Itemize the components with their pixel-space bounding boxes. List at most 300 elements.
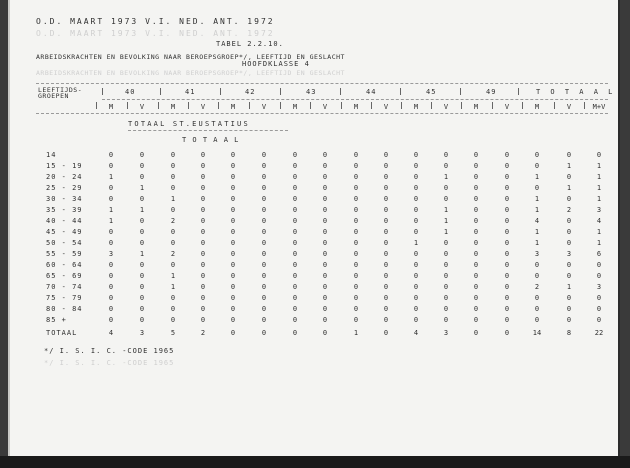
table-cell: 0 — [139, 195, 145, 203]
table-cell: 0 — [200, 239, 206, 247]
table-cell: 3 — [566, 250, 572, 258]
table-cell: 0 — [261, 305, 267, 313]
bleed-through-footnote: */ I. S. I. C. -CODE 1965 — [44, 359, 175, 367]
table-cell: 0 — [596, 261, 602, 269]
table-cell: 0 — [353, 305, 359, 313]
table-cell: 0 — [292, 228, 298, 236]
table-cell: 0 — [292, 261, 298, 269]
table-row-label: 15 - 19 — [46, 162, 83, 170]
table-row-label: 65 - 69 — [46, 272, 83, 280]
table-cell: 0 — [139, 151, 145, 159]
table-cell: 0 — [473, 250, 479, 258]
table-cell: 0 — [383, 184, 389, 192]
table-cell: 0 — [261, 173, 267, 181]
table-cell: 0 — [322, 239, 328, 247]
table-cell: 0 — [504, 173, 510, 181]
table-cell: 0 — [353, 316, 359, 324]
table-cell: 0 — [230, 162, 236, 170]
table-cell: 0 — [322, 184, 328, 192]
column-separator — [554, 102, 555, 109]
table-cell: 0 — [108, 151, 114, 159]
table-cell: 0 — [504, 228, 510, 236]
table-cell: 0 — [139, 316, 145, 324]
group-separator — [518, 88, 519, 95]
table-cell: 0 — [443, 305, 449, 313]
table-cell: 0 — [383, 329, 389, 337]
table-cell: 0 — [261, 283, 267, 291]
table-cell: 0 — [322, 294, 328, 302]
column-separator — [158, 102, 159, 109]
table-cell: 0 — [261, 239, 267, 247]
table-cell: 1 — [170, 283, 176, 291]
group-header-42: 42 — [245, 88, 256, 96]
table-cell: 0 — [292, 250, 298, 258]
column-separator — [96, 102, 97, 109]
total-row-label: TOTAAL — [46, 329, 78, 337]
table-cell: 2 — [170, 250, 176, 258]
table-cell: 0 — [139, 217, 145, 225]
table-cell: 0 — [473, 294, 479, 302]
table-cell: 0 — [322, 217, 328, 225]
table-cell: 0 — [353, 184, 359, 192]
table-cell: 0 — [139, 283, 145, 291]
table-cell: 0 — [504, 151, 510, 159]
table-cell: 0 — [383, 228, 389, 236]
table-cell: 0 — [292, 162, 298, 170]
table-cell: 0 — [504, 206, 510, 214]
table-cell: 0 — [261, 261, 267, 269]
table-cell: 0 — [261, 294, 267, 302]
table-cell: 0 — [322, 250, 328, 258]
section-title: TOTAAL ST.EUSTATIUS — [128, 120, 250, 128]
table-cell: 0 — [139, 305, 145, 313]
table-cell: 0 — [139, 261, 145, 269]
table-cell: 0 — [353, 173, 359, 181]
table-cell: 0 — [383, 195, 389, 203]
sex-code-header: M — [534, 103, 540, 111]
table-cell: 0 — [322, 173, 328, 181]
table-cell: 0 — [322, 151, 328, 159]
group-separator — [220, 88, 221, 95]
table-row-label: 30 - 34 — [46, 195, 83, 203]
table-cell: 0 — [566, 272, 572, 280]
table-cell: 0 — [596, 151, 602, 159]
table-cell: 0 — [353, 217, 359, 225]
table-cell: 0 — [170, 162, 176, 170]
table-cell: 0 — [443, 283, 449, 291]
table-cell: 0 — [353, 206, 359, 214]
section-rule — [128, 130, 288, 131]
table-cell: 0 — [383, 151, 389, 159]
table-row-label: 70 - 74 — [46, 283, 83, 291]
table-cell: 0 — [383, 239, 389, 247]
table-cell: 0 — [230, 151, 236, 159]
table-cell: 0 — [534, 272, 540, 280]
table-cell: 0 — [261, 217, 267, 225]
column-separator — [431, 102, 432, 109]
table-cell: 0 — [473, 283, 479, 291]
table-cell: 0 — [108, 261, 114, 269]
table-cell: 0 — [504, 184, 510, 192]
group-header-43: 43 — [306, 88, 317, 96]
table-cell: 1 — [170, 272, 176, 280]
table-row-label: 50 - 54 — [46, 239, 83, 247]
table-cell: 1 — [534, 206, 540, 214]
table-cell: 0 — [200, 250, 206, 258]
table-cell: 0 — [230, 217, 236, 225]
table-cell: 0 — [534, 316, 540, 324]
table-cell: 0 — [383, 206, 389, 214]
table-cell: 1 — [596, 195, 602, 203]
table-cell: 0 — [200, 228, 206, 236]
sex-code-header: M — [292, 103, 298, 111]
table-cell: 0 — [230, 206, 236, 214]
table-cell: 0 — [383, 162, 389, 170]
table-cell: 0 — [566, 316, 572, 324]
table-cell: 0 — [200, 261, 206, 269]
age-header: LEEFTIJDS- — [38, 86, 83, 94]
sex-code-header: V — [504, 103, 510, 111]
table-cell: 0 — [504, 305, 510, 313]
table-number: TABEL 2.2.10. — [216, 40, 284, 48]
table-cell: 0 — [170, 173, 176, 181]
table-cell: 0 — [292, 206, 298, 214]
table-cell: 4 — [413, 329, 419, 337]
table-cell: 0 — [230, 261, 236, 269]
table-cell: 0 — [292, 329, 298, 337]
table-cell: 0 — [200, 206, 206, 214]
table-cell: 3 — [596, 206, 602, 214]
table-cell: 1 — [353, 329, 359, 337]
table-cell: 0 — [139, 162, 145, 170]
bleed-through-title: ARBEIDSKRACHTEN EN BEVOLKING NAAR BEROEPSGROEP*/, LEEFTIJD EN GESLACHT — [36, 69, 345, 77]
table-cell: 1 — [534, 195, 540, 203]
table-cell: 3 — [596, 283, 602, 291]
table-cell: 0 — [230, 329, 236, 337]
table-cell: 0 — [566, 239, 572, 247]
table-row-label: 75 - 79 — [46, 294, 83, 302]
footnote: */ I. S. I. C. -CODE 1965 — [44, 347, 175, 355]
table-cell: 2 — [566, 206, 572, 214]
column-separator — [188, 102, 189, 109]
table-cell: 1 — [443, 206, 449, 214]
table-cell: 0 — [504, 250, 510, 258]
group-header-44: 44 — [366, 88, 377, 96]
table-cell: 1 — [443, 173, 449, 181]
table-cell: 3 — [534, 250, 540, 258]
column-separator — [522, 102, 523, 109]
table-row-label: 40 - 44 — [46, 217, 83, 225]
table-cell: 4 — [596, 217, 602, 225]
table-cell: 0 — [443, 261, 449, 269]
table-cell: 0 — [261, 184, 267, 192]
table-cell: 0 — [443, 250, 449, 258]
table-cell: 0 — [139, 294, 145, 302]
table-cell: 2 — [170, 217, 176, 225]
document-page — [8, 0, 620, 468]
table-cell: 0 — [566, 305, 572, 313]
group-separator — [102, 88, 103, 95]
sex-code-header: V — [383, 103, 389, 111]
sex-code-header: M — [473, 103, 479, 111]
table-cell: 6 — [596, 250, 602, 258]
group-header-45: 45 — [426, 88, 437, 96]
table-cell: 0 — [534, 151, 540, 159]
table-cell: 1 — [443, 217, 449, 225]
table-row-label: 25 - 29 — [46, 184, 83, 192]
table-row-label: 85 + — [46, 316, 67, 324]
group-header-49: 49 — [486, 88, 497, 96]
table-cell: 0 — [230, 272, 236, 280]
table-cell: 0 — [504, 283, 510, 291]
table-cell: 8 — [566, 329, 572, 337]
table-cell: 0 — [443, 151, 449, 159]
table-cell: 0 — [534, 305, 540, 313]
table-cell: 0 — [139, 239, 145, 247]
table-row-label: 80 - 84 — [46, 305, 83, 313]
table-cell: 0 — [353, 195, 359, 203]
table-cell: 0 — [596, 305, 602, 313]
table-cell: 0 — [230, 250, 236, 258]
table-cell: 0 — [413, 184, 419, 192]
table-cell: 0 — [108, 228, 114, 236]
group-separator — [160, 88, 161, 95]
table-cell: 1 — [596, 239, 602, 247]
table-cell: 0 — [170, 294, 176, 302]
table-cell: 0 — [353, 250, 359, 258]
table-cell: 1 — [534, 239, 540, 247]
table-cell: 0 — [504, 272, 510, 280]
table-cell: 0 — [292, 151, 298, 159]
table-subtitle: HOOFDKLASSE 4 — [242, 60, 310, 68]
table-cell: 0 — [292, 239, 298, 247]
table-cell: 0 — [413, 173, 419, 181]
table-cell: 0 — [292, 184, 298, 192]
group-separator — [340, 88, 341, 95]
table-cell: 0 — [413, 250, 419, 258]
table-cell: 0 — [230, 239, 236, 247]
table-cell: 0 — [261, 329, 267, 337]
table-cell: 0 — [473, 151, 479, 159]
table-cell: 0 — [200, 316, 206, 324]
table-cell: 0 — [200, 217, 206, 225]
table-cell: 0 — [230, 283, 236, 291]
table-cell: 0 — [170, 184, 176, 192]
column-separator — [461, 102, 462, 109]
table-cell: 0 — [473, 173, 479, 181]
table-cell: 0 — [230, 173, 236, 181]
table-cell: 0 — [108, 294, 114, 302]
table-cell: 1 — [139, 206, 145, 214]
table-cell: 0 — [596, 316, 602, 324]
table-cell: 0 — [383, 250, 389, 258]
table-cell: 0 — [383, 272, 389, 280]
table-cell: 0 — [566, 195, 572, 203]
table-cell: 0 — [383, 283, 389, 291]
table-cell: 3 — [443, 329, 449, 337]
group-header-41: 41 — [185, 88, 196, 96]
table-cell: 0 — [383, 173, 389, 181]
table-cell: 0 — [383, 305, 389, 313]
table-cell: 0 — [261, 272, 267, 280]
table-cell: 0 — [108, 272, 114, 280]
table-cell: 0 — [473, 239, 479, 247]
table-cell: 0 — [108, 316, 114, 324]
column-separator — [280, 102, 281, 109]
table-cell: 0 — [261, 151, 267, 159]
table-cell: 0 — [322, 272, 328, 280]
table-cell: 0 — [200, 184, 206, 192]
table-cell: 0 — [292, 272, 298, 280]
table-cell: 1 — [170, 195, 176, 203]
sex-code-header: V — [139, 103, 145, 111]
column-separator — [249, 102, 250, 109]
table-cell: 0 — [108, 239, 114, 247]
table-cell: 0 — [230, 195, 236, 203]
table-cell: 0 — [566, 217, 572, 225]
table-cell: 0 — [139, 272, 145, 280]
table-cell: 0 — [261, 250, 267, 258]
table-cell: 0 — [504, 217, 510, 225]
table-cell: 0 — [353, 283, 359, 291]
table-cell: 0 — [413, 261, 419, 269]
table-cell: 0 — [413, 294, 419, 302]
table-cell: 1 — [443, 228, 449, 236]
table-cell: 0 — [413, 305, 419, 313]
table-cell: 0 — [108, 184, 114, 192]
table-cell: 0 — [504, 261, 510, 269]
table-cell: 0 — [534, 162, 540, 170]
table-cell: 1 — [413, 239, 419, 247]
table-cell: 0 — [200, 195, 206, 203]
table-cell: 3 — [108, 250, 114, 258]
header-top-rule — [36, 83, 608, 84]
table-cell: 0 — [504, 329, 510, 337]
table-cell: 0 — [170, 206, 176, 214]
table-cell: 0 — [383, 261, 389, 269]
table-row-label: 60 - 64 — [46, 261, 83, 269]
table-cell: 3 — [139, 329, 145, 337]
column-separator — [584, 102, 585, 109]
column-separator — [492, 102, 493, 109]
sex-code-header: M — [108, 103, 114, 111]
table-cell: 0 — [413, 206, 419, 214]
table-cell: 0 — [292, 173, 298, 181]
table-cell: 0 — [443, 184, 449, 192]
table-cell: 0 — [443, 162, 449, 170]
table-cell: 1 — [108, 217, 114, 225]
group-header-totaal: T O T A A L — [536, 88, 616, 96]
group-separator — [280, 88, 281, 95]
table-cell: 0 — [292, 294, 298, 302]
table-cell: 0 — [534, 184, 540, 192]
table-cell: 1 — [596, 162, 602, 170]
column-separator — [310, 102, 311, 109]
table-cell: 2 — [200, 329, 206, 337]
table-cell: 0 — [566, 294, 572, 302]
table-cell: 0 — [170, 305, 176, 313]
report-header: O.D. MAART 1973 V.I. NED. ANT. 1972 — [36, 17, 275, 26]
table-cell: 0 — [596, 272, 602, 280]
section-subtitle: T O T A A L — [182, 136, 240, 144]
table-cell: 14 — [532, 329, 542, 337]
table-cell: 0 — [534, 294, 540, 302]
table-cell: 0 — [413, 272, 419, 280]
table-cell: 0 — [261, 195, 267, 203]
table-cell: 0 — [443, 316, 449, 324]
table-cell: 0 — [383, 217, 389, 225]
table-cell: 1 — [534, 228, 540, 236]
table-cell: 0 — [353, 228, 359, 236]
table-cell: 0 — [292, 195, 298, 203]
table-cell: 0 — [292, 283, 298, 291]
table-cell: 5 — [170, 329, 176, 337]
table-cell: 1 — [566, 162, 572, 170]
table-cell: 0 — [139, 228, 145, 236]
table-cell: 0 — [292, 316, 298, 324]
table-cell: 0 — [139, 173, 145, 181]
group-separator — [400, 88, 401, 95]
table-cell: 0 — [322, 228, 328, 236]
table-cell: 0 — [504, 316, 510, 324]
group-separator — [460, 88, 461, 95]
sex-code-header: V — [200, 103, 206, 111]
table-cell: 0 — [322, 206, 328, 214]
table-cell: 0 — [170, 261, 176, 269]
table-cell: 1 — [139, 184, 145, 192]
table-cell: 0 — [230, 184, 236, 192]
table-cell: 0 — [108, 283, 114, 291]
table-cell: 0 — [353, 261, 359, 269]
table-cell: 0 — [353, 239, 359, 247]
column-separator — [218, 102, 219, 109]
table-cell: 0 — [383, 294, 389, 302]
column-separator — [401, 102, 402, 109]
bleed-through-header: O.D. MAART 1973 V.I. NED. ANT. 1972 — [36, 29, 275, 38]
table-cell: 0 — [170, 239, 176, 247]
table-cell: 1 — [534, 173, 540, 181]
table-cell: 0 — [200, 173, 206, 181]
table-cell: 0 — [261, 316, 267, 324]
header-bottom-rule — [36, 113, 608, 114]
table-cell: 0 — [200, 294, 206, 302]
table-cell: 0 — [200, 151, 206, 159]
table-cell: 0 — [504, 294, 510, 302]
table-cell: 1 — [566, 283, 572, 291]
table-cell: 0 — [566, 151, 572, 159]
table-cell: 0 — [353, 294, 359, 302]
table-cell: 0 — [230, 316, 236, 324]
table-cell: 0 — [322, 329, 328, 337]
table-cell: 0 — [566, 173, 572, 181]
table-cell: 0 — [413, 195, 419, 203]
table-cell: 0 — [473, 217, 479, 225]
table-cell: 0 — [413, 151, 419, 159]
table-cell: 0 — [170, 151, 176, 159]
table-cell: 1 — [596, 173, 602, 181]
table-cell: 0 — [322, 283, 328, 291]
table-cell: 0 — [230, 228, 236, 236]
table-cell: 0 — [322, 261, 328, 269]
table-cell: 0 — [261, 162, 267, 170]
table-cell: 0 — [108, 162, 114, 170]
group-rule — [102, 99, 608, 100]
table-cell: 0 — [322, 195, 328, 203]
table-cell: 0 — [413, 217, 419, 225]
table-cell: 0 — [566, 261, 572, 269]
sex-code-header: M+V — [592, 103, 606, 111]
table-cell: 0 — [534, 261, 540, 269]
